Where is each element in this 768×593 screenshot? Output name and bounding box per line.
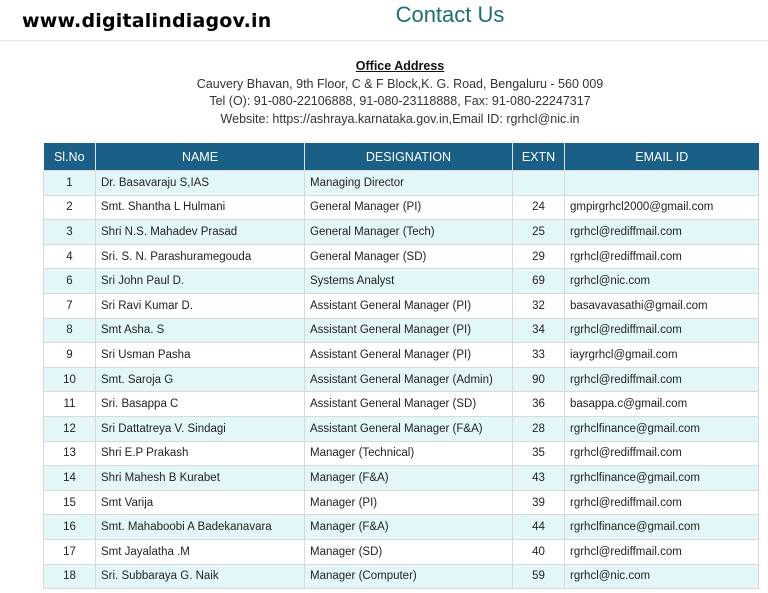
email-cell: rgrhcl@rediffmail.com xyxy=(565,244,759,269)
sl-no-cell: 3 xyxy=(44,220,96,245)
table-row xyxy=(44,539,759,564)
email-cell: rgrhcl@rediffmail.com xyxy=(565,220,759,245)
header-divider xyxy=(0,40,768,41)
sl-no-cell: 9 xyxy=(44,343,96,368)
email-cell: rgrhcl@rediffmail.com xyxy=(565,490,759,515)
table-row xyxy=(44,293,759,318)
sl-no-cell: 10 xyxy=(44,367,96,392)
table-row xyxy=(44,564,759,589)
sl-no-cell: 6 xyxy=(44,269,96,294)
email-cell: rgrhclfinance@gmail.com xyxy=(565,515,759,540)
email-cell: rgrhcl@nic.com xyxy=(565,269,759,294)
extn-cell: 36 xyxy=(513,392,565,417)
designation-cell: Manager (PI) xyxy=(305,490,513,515)
sl-no-cell: 2 xyxy=(44,195,96,220)
name-cell: Sri. Subbaraya G. Naik xyxy=(96,564,305,589)
name-cell: Sri. Basappa C xyxy=(96,392,305,417)
table-row xyxy=(44,195,759,220)
email-cell: basavavasathi@gmail.com xyxy=(565,293,759,318)
name-cell: Smt Asha. S xyxy=(96,318,305,343)
name-cell: Shri Mahesh B Kurabet xyxy=(96,466,305,491)
extn-cell: 35 xyxy=(513,441,565,466)
email-cell: basappa.c@gmail.com xyxy=(565,392,759,417)
designation-cell: General Manager (Tech) xyxy=(305,220,513,245)
name-cell: Sri Usman Pasha xyxy=(96,343,305,368)
sl-no-cell: 1 xyxy=(44,171,96,196)
sl-no-cell: 8 xyxy=(44,318,96,343)
extn-cell: 43 xyxy=(513,466,565,491)
sl-no-cell: 13 xyxy=(44,441,96,466)
office-address-line: Cauvery Bhavan, 9th Floor, C & F Block,K. G. Road, Bengaluru - 560 009 xyxy=(196,76,604,91)
name-cell: Sri John Paul D. xyxy=(96,269,305,294)
sl-no-cell: 18 xyxy=(44,564,96,589)
extn-cell: 33 xyxy=(513,343,565,368)
name-cell: Sri. S. N. Parashuramegouda xyxy=(96,244,305,269)
header-extn: EXTN xyxy=(513,143,565,171)
extn-cell: 32 xyxy=(513,293,565,318)
extn-cell: 90 xyxy=(513,367,565,392)
table-row xyxy=(44,392,759,417)
email-cell: rgrhclfinance@gmail.com xyxy=(565,416,759,441)
extn-cell: 44 xyxy=(513,515,565,540)
designation-cell: Assistant General Manager (PI) xyxy=(305,293,513,318)
name-cell: Smt. Mahaboobi A Badekanavara xyxy=(96,515,305,540)
page-title: Contact Us xyxy=(395,2,505,27)
designation-cell: Assistant General Manager (PI) xyxy=(305,343,513,368)
designation-cell: Manager (F&A) xyxy=(305,466,513,491)
site-watermark: www.digitalindiagov.in xyxy=(22,10,272,32)
header-email: EMAIL ID xyxy=(565,143,759,171)
header-sl-no: Sl.No xyxy=(44,143,96,171)
sl-no-cell: 17 xyxy=(44,539,96,564)
designation-cell: Manager (SD) xyxy=(305,539,513,564)
sl-no-cell: 14 xyxy=(44,466,96,491)
table-row xyxy=(44,466,759,491)
sl-no-cell: 11 xyxy=(44,392,96,417)
extn-cell: 40 xyxy=(513,539,565,564)
designation-cell: Systems Analyst xyxy=(305,269,513,294)
table-row xyxy=(44,220,759,245)
header-name: NAME xyxy=(96,143,305,171)
designation-cell: Assistant General Manager (SD) xyxy=(305,392,513,417)
email-cell: rgrhcl@rediffmail.com xyxy=(565,441,759,466)
designation-cell: Manager (Computer) xyxy=(305,564,513,589)
email-cell: rgrhcl@rediffmail.com xyxy=(565,318,759,343)
name-cell: Smt Varija xyxy=(96,490,305,515)
email-cell: rgrhcl@rediffmail.com xyxy=(565,367,759,392)
designation-cell: Managing Director xyxy=(305,171,513,196)
extn-cell: 69 xyxy=(513,269,565,294)
designation-cell: Manager (Technical) xyxy=(305,441,513,466)
designation-cell: Assistant General Manager (F&A) xyxy=(305,416,513,441)
table-header-row xyxy=(44,143,759,171)
name-cell: Dr. Basavaraju S,IAS xyxy=(96,171,305,196)
sl-no-cell: 7 xyxy=(44,293,96,318)
table-row xyxy=(44,441,759,466)
table-row xyxy=(44,367,759,392)
email-cell: gmpirgrhcl2000@gmail.com xyxy=(565,195,759,220)
office-web-line: Website: https://ashraya.karnataka.gov.in,Email ID: rgrhcl@nic.in xyxy=(220,111,580,126)
extn-cell: 28 xyxy=(513,416,565,441)
email-cell: rgrhcl@rediffmail.com xyxy=(565,539,759,564)
designation-cell: General Manager (SD) xyxy=(305,244,513,269)
office-address-heading: Office Address xyxy=(355,59,445,73)
name-cell: Smt Jayalatha .M xyxy=(96,539,305,564)
table-row xyxy=(44,343,759,368)
name-cell: Shri E.P Prakash xyxy=(96,441,305,466)
name-cell: Shri N.S. Mahadev Prasad xyxy=(96,220,305,245)
header-designation: DESIGNATION xyxy=(305,143,513,171)
name-cell: Smt. Saroja G xyxy=(96,367,305,392)
sl-no-cell: 4 xyxy=(44,244,96,269)
email-cell: rgrhcl@nic.com xyxy=(565,564,759,589)
staff-contact-table xyxy=(43,143,759,589)
office-address-block xyxy=(0,58,768,128)
name-cell: Sri Ravi Kumar D. xyxy=(96,293,305,318)
extn-cell xyxy=(513,171,565,196)
extn-cell: 59 xyxy=(513,564,565,589)
table-row xyxy=(44,515,759,540)
designation-cell: Assistant General Manager (PI) xyxy=(305,318,513,343)
sl-no-cell: 12 xyxy=(44,416,96,441)
table-row xyxy=(44,269,759,294)
extn-cell: 24 xyxy=(513,195,565,220)
table-row xyxy=(44,416,759,441)
table-row xyxy=(44,244,759,269)
table-body xyxy=(44,171,759,589)
extn-cell: 25 xyxy=(513,220,565,245)
name-cell: Sri Dattatreya V. Sindagi xyxy=(96,416,305,441)
sl-no-cell: 16 xyxy=(44,515,96,540)
email-cell xyxy=(565,171,759,196)
designation-cell: Assistant General Manager (Admin) xyxy=(305,367,513,392)
name-cell: Smt. Shantha L Hulmani xyxy=(96,195,305,220)
table-row xyxy=(44,318,759,343)
email-cell: iayrgrhcl@gmail.com xyxy=(565,343,759,368)
extn-cell: 34 xyxy=(513,318,565,343)
designation-cell: Manager (F&A) xyxy=(305,515,513,540)
office-phone-line: Tel (O): 91-080-22106888, 91-080-23118888, Fax: 91-080-22247317 xyxy=(209,94,591,108)
extn-cell: 39 xyxy=(513,490,565,515)
sl-no-cell: 15 xyxy=(44,490,96,515)
extn-cell: 29 xyxy=(513,244,565,269)
email-cell: rgrhclfinance@gmail.com xyxy=(565,466,759,491)
table-row xyxy=(44,171,759,196)
designation-cell: General Manager (PI) xyxy=(305,195,513,220)
table-row xyxy=(44,490,759,515)
